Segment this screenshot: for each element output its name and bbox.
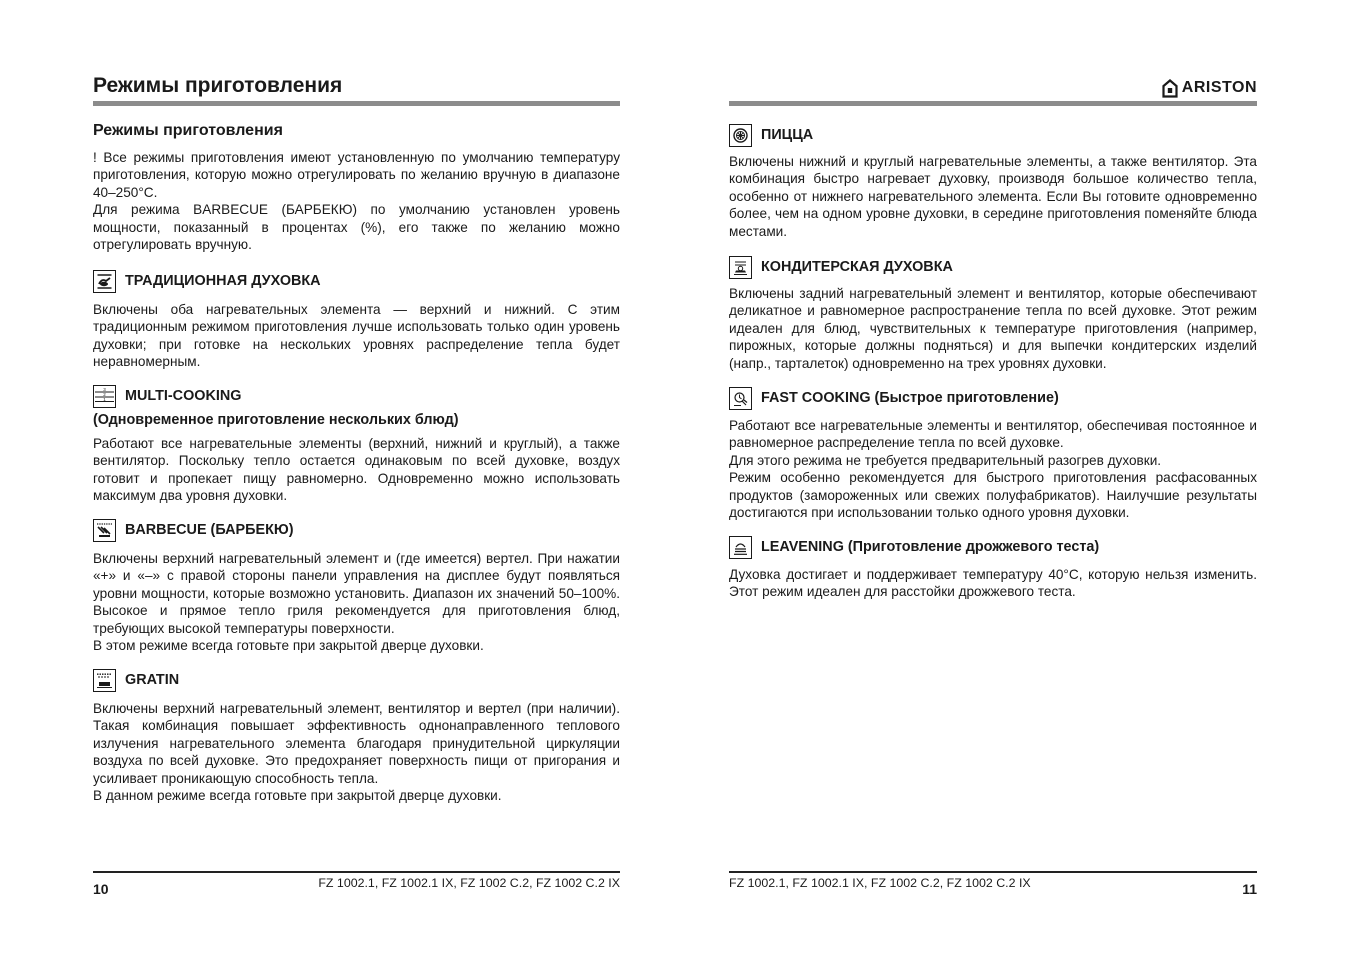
mode-title: ПИЦЦА [761,127,814,143]
house-logo-icon [1162,79,1178,98]
mode-title: MULTI-COOKING [125,388,242,404]
barbecue-icon [93,519,116,542]
mode-description [93,435,620,505]
footer-rule [729,871,1257,873]
mode-description [729,285,1257,372]
mode-description [729,417,1257,521]
mode-heading [93,517,620,543]
mode-heading [93,268,620,294]
fast-cooking-icon [729,387,752,410]
gratin-icon [93,669,116,692]
mode-title: GRATIN [125,672,180,688]
header-rule [729,101,1257,106]
mode-paragraph: Для этого режима не требуется предварительный разогрев духовки. [729,452,1162,468]
mode-gratin [93,667,620,804]
mode-description [93,550,620,654]
page-number: 11 [1242,881,1257,897]
mode-description [93,700,620,804]
mode-paragraph: Включены верхний нагревательный элемент, вентилятор и вертел (при наличии). Такая комбинация повышает эффективность однонаправленного теплового излучения нагревательного элемента благодаря принудительной циркуляции воздуха по всей духовке. Это предохраняет поверхность пищи от пригорания и усиливает проникающую способность тепла. [93,701,620,786]
header-rule [93,101,620,106]
leavening-icon [729,536,752,559]
mode-title: ТРАДИЦИОННАЯ ДУХОВКА [125,273,321,289]
mode-description [93,301,620,371]
mode-paragraph: Включены оба нагревательных элемента — верхний и нижний. С этим традиционным режимом приготовления лучше использовать только один уровень духовки; при готовке на нескольких уровнях распределение тепла будет неравномерным. [93,302,620,370]
page-number: 10 [93,881,109,897]
svg-text:3: 3 [103,386,106,392]
svg-text:2: 2 [103,391,106,397]
multi-cooking-icon [93,385,116,408]
mode-heading [729,385,1257,411]
mode-paragraph: Включены верхний нагревательный элемент и (где имеется) вертел. При нажатии «+» и «–» с правой стороны панели управления на дисплее будут появляться уровни мощности, которые возможно установить. Диапазон их значений 50–100%. Высокое и прямое тепло гриля рекомендуется для приготовления блюд, требующих высокой температуры поверхности. [93,551,620,636]
mode-heading [729,534,1257,560]
mode-title: BARBECUE (БАРБЕКЮ) [125,522,294,538]
mode-title: КОНДИТЕРСКАЯ ДУХОВКА [761,259,953,275]
mode-multi-cooking [93,383,620,505]
mode-title: LEAVENING (Приготовление дрожжевого теста) [761,539,1100,555]
mode-paragraph: Режим особенно рекомендуется для быстрого приготовления расфасованных продуктов (замороженных или свежих полуфабрикатов). Наилучшие результаты достигаются при использовании только одного уровня духовки. [729,470,1257,521]
mode-subtitle: (Одновременное приготовление нескольких блюд) [93,412,459,428]
mode-leavening [729,534,1257,601]
footer-rule [93,871,620,873]
model-list: FZ 1002.1, FZ 1002.1 IX, FZ 1002 C.2, FZ 1002 C.2 IX [318,876,620,890]
mode-title: FAST COOKING (Быстрое приготовление) [761,390,1059,406]
logo-text: ARISTON [1181,79,1257,96]
mode-heading [93,667,620,693]
pastry-oven-icon [729,256,752,279]
mode-description [729,566,1257,601]
traditional-oven-icon [93,270,116,293]
brand-logo [1162,78,1257,98]
mode-traditional-oven [93,268,620,371]
mode-heading [729,254,1257,280]
mode-paragraph: Духовка достигает и поддерживает температуру 40°C, которую нельзя изменить. Этот режим идеален для расстойки дрожжевого теста. [729,567,1257,600]
mode-heading [93,383,620,409]
pizza-icon [729,124,752,147]
mode-paragraph: Работают все нагревательные элементы (верхний, нижний и круглый), а также вентилятор. Поскольку тепло остается одинаковым по всей духовке, воздух готовит и пропекает пищу равномерно. Одновременно можно использовать максимум два уровня духовки. [93,436,620,504]
intro-paragraph: Для режима BARBECUE (БАРБЕКЮ) по умолчанию установлен уровень мощности, показанный в процентах (%), его также по желанию можно отрегулировать вручную. [93,202,620,253]
model-list: FZ 1002.1, FZ 1002.1 IX, FZ 1002 C.2, FZ 1002 C.2 IX [729,876,1031,890]
mode-paragraph: Включены нижний и круглый нагревательные элементы, а также вентилятор. Эта комбинация быстро нагревает духовку, производя большое количество тепла, особенно от нижнего нагревательного элемента. Если Вы готовите одновременно более, чем на одном уровне духовки, в середине приготовления поменяйте блюда местами. [729,154,1257,239]
page-title: Режимы приготовления [93,74,343,97]
mode-paragraph: В этом режиме всегда готовьте при закрытой дверце духовки. [93,638,484,654]
intro-text [93,149,620,253]
mode-paragraph: Работают все нагревательные элементы и вентилятор, обеспечивая постоянное и равномерное распределение тепла по всей духовке. [729,418,1257,451]
mode-paragraph: В данном режиме всегда готовьте при закрытой дверце духовки. [93,788,502,804]
mode-barbecue [93,517,620,654]
intro-paragraph: ! Все режимы приготовления имеют установленную по умолчанию температуру приготовления, которую можно отрегулировать по желанию вручную в диапазоне 40–250°C. [93,150,620,200]
mode-description [729,153,1257,240]
mode-paragraph: Включены задний нагревательный элемент и вентилятор, которые обеспечивают деликатное и равномерное распространение тепла по всей духовке. Этот режим идеален для блюд, чувствительных к температуре приготовления (например, пирожных, которые должны подняться) и для выпечки кондитерских изделий (напр., тарталеток) одновременно на трех уровнях духовки. [729,286,1257,371]
section-title: Режимы приготовления [93,122,283,139]
mode-fast-cooking [729,385,1257,521]
mode-heading [729,122,1257,148]
mode-pizza [729,122,1257,240]
svg-text:1: 1 [103,396,106,402]
mode-pastry-oven [729,254,1257,372]
